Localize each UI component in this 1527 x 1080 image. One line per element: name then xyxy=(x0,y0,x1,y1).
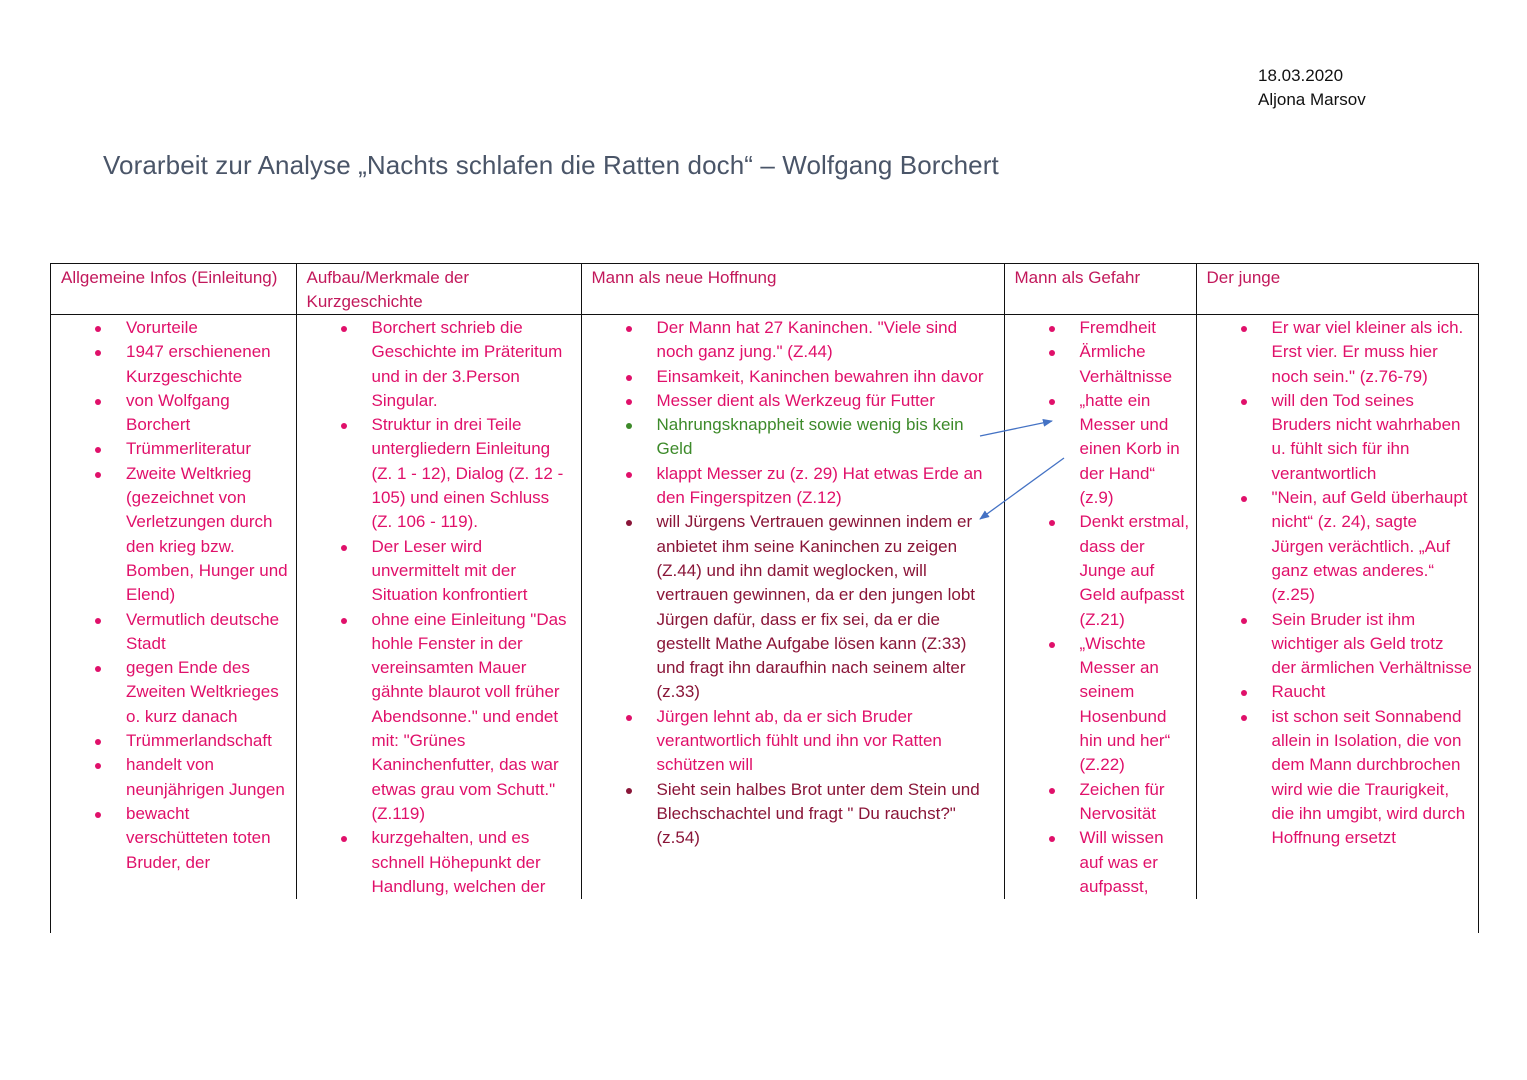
list-item: Trümmerliteratur xyxy=(51,437,290,461)
list-item: will den Tod seines Bruders nicht wahrhaben u. fühlt sich für ihn verantwortlich xyxy=(1197,389,1473,486)
list-item: Nahrungsknappheit sowie wenig bis kein Geld xyxy=(582,413,998,462)
list-item: Denkt erstmal, dass der Junge auf Geld aufpasst (Z.21) xyxy=(1005,510,1190,631)
list-item: Sein Bruder ist ihm wichtiger als Geld trotz der ärmlichen Verhältnisse xyxy=(1197,608,1473,681)
column-header-der-junge: Der junge xyxy=(1196,264,1478,315)
document-author: Aljona Marsov xyxy=(1258,90,1366,109)
list-item: will Jürgens Vertrauen gewinnen indem er anbietet ihm seine Kaninchen zu zeigen (Z.44) und ihn damit weglocken, will vertrauen gewinnen, da er den jungen lobt Jürgen dafür, dass er fix sei, da er die gestellt Mathe Aufgabe lösen kann (Z:33) und fragt ihn daraufhin nach seinem alter (z.33) xyxy=(582,510,998,704)
list-item: Einsamkeit, Kaninchen bewahren ihn davor xyxy=(582,365,998,389)
list-item: von Wolfgang Borchert xyxy=(51,389,290,438)
list-item: Struktur in drei Teile untergliedern Einleitung (Z. 1 - 12), Dialog (Z. 12 - 105) und einen Schluss (Z. 106 - 119). xyxy=(297,413,575,534)
list-item: kurzgehalten, und es schnell Höhepunkt der Handlung, welchen der xyxy=(297,826,575,899)
list-item: Vermutlich deutsche Stadt xyxy=(51,608,290,657)
column-header-aufbau-merkmale: Aufbau/Merkmale der Kurzgeschichte xyxy=(296,264,581,315)
column-header-mann-als-gefahr: Mann als Gefahr xyxy=(1004,264,1196,315)
list-item: „hatte ein Messer und einen Korb in der Hand“ (z.9) xyxy=(1005,389,1190,510)
list-item: ist schon seit Sonnabend allein in Isolation, die von dem Mann durchbrochen wird wie die Traurigkeit, die ihn umgibt, wird durch Hoffnung ersetzt xyxy=(1197,705,1473,851)
list-item: handelt von neunjährigen Jungen xyxy=(51,753,290,802)
list-item: Ärmliche Verhältnisse xyxy=(1005,340,1190,389)
list-item: Will wissen auf was er aufpasst, xyxy=(1005,826,1190,899)
column-header-allgemeine-infos: Allgemeine Infos (Einleitung) xyxy=(51,264,296,315)
page-title: Vorarbeit zur Analyse „Nachts schlafen die Ratten doch“ – Wolfgang Borchert xyxy=(103,150,999,180)
list-item: Er war viel kleiner als ich. Erst vier. Er muss hier noch sein." (z.76-79) xyxy=(1197,316,1473,389)
arrow-messer-to-gefahr xyxy=(980,421,1052,436)
document-date: 18.03.2020 xyxy=(1258,66,1344,85)
list-item: Vorurteile xyxy=(51,316,290,340)
list-item: Borchert schrieb die Geschichte im Präteritum und in der 3.Person Singular. xyxy=(297,316,575,413)
list-item: Sieht sein halbes Brot unter dem Stein und Blechschachtel und fragt " Du rauchst?" (z.54) xyxy=(582,778,998,851)
list-item: Messer dient als Werkzeug für Futter xyxy=(582,389,998,413)
list-item: Der Mann hat 27 Kaninchen. "Viele sind noch ganz jung." (Z.44) xyxy=(582,316,998,365)
list-item: ohne eine Einleitung "Das hohle Fenster in der vereinsamten Mauer gähnte blaurot voll früher Abendsonne." und endet mit: "Grünes Kaninchenfutter, das war etwas grau vom Schutt." (Z.119) xyxy=(297,608,575,827)
column-header-mann-als-hoffnung: Mann als neue Hoffnung xyxy=(581,264,1004,315)
list-item: Zeichen für Nervosität xyxy=(1005,778,1190,827)
list-item: Trümmerlandschaft xyxy=(51,729,290,753)
arrow-gefahr-to-messer xyxy=(980,458,1064,519)
list-item: „Wischte Messer an seinem Hosenbund hin und her“ (Z.22) xyxy=(1005,632,1190,778)
list-item: bewacht verschütteten toten Bruder, der xyxy=(51,802,290,875)
list-item: Jürgen lehnt ab, da er sich Bruder verantwortlich fühlt und ihn vor Ratten schützen will xyxy=(582,705,998,778)
list-item: Zweite Weltkrieg (gezeichnet von Verletzungen durch den krieg bzw. Bomben, Hunger und Elend) xyxy=(51,462,290,608)
list-item: 1947 erschienenen Kurzgeschichte xyxy=(51,340,290,389)
list-item: Fremdheit xyxy=(1005,316,1190,340)
list-item: Raucht xyxy=(1197,680,1473,704)
list-item: klappt Messer zu (z. 29) Hat etwas Erde an den Fingerspitzen (Z.12) xyxy=(582,462,998,511)
list-item: Der Leser wird unvermittelt mit der Situation konfrontiert xyxy=(297,535,575,608)
list-item: gegen Ende des Zweiten Weltkrieges o. kurz danach xyxy=(51,656,290,729)
list-item: "Nein, auf Geld überhaupt nicht“ (z. 24), sagte Jürgen verächtlich. „Auf ganz etwas anderes.“ (z.25) xyxy=(1197,486,1473,607)
